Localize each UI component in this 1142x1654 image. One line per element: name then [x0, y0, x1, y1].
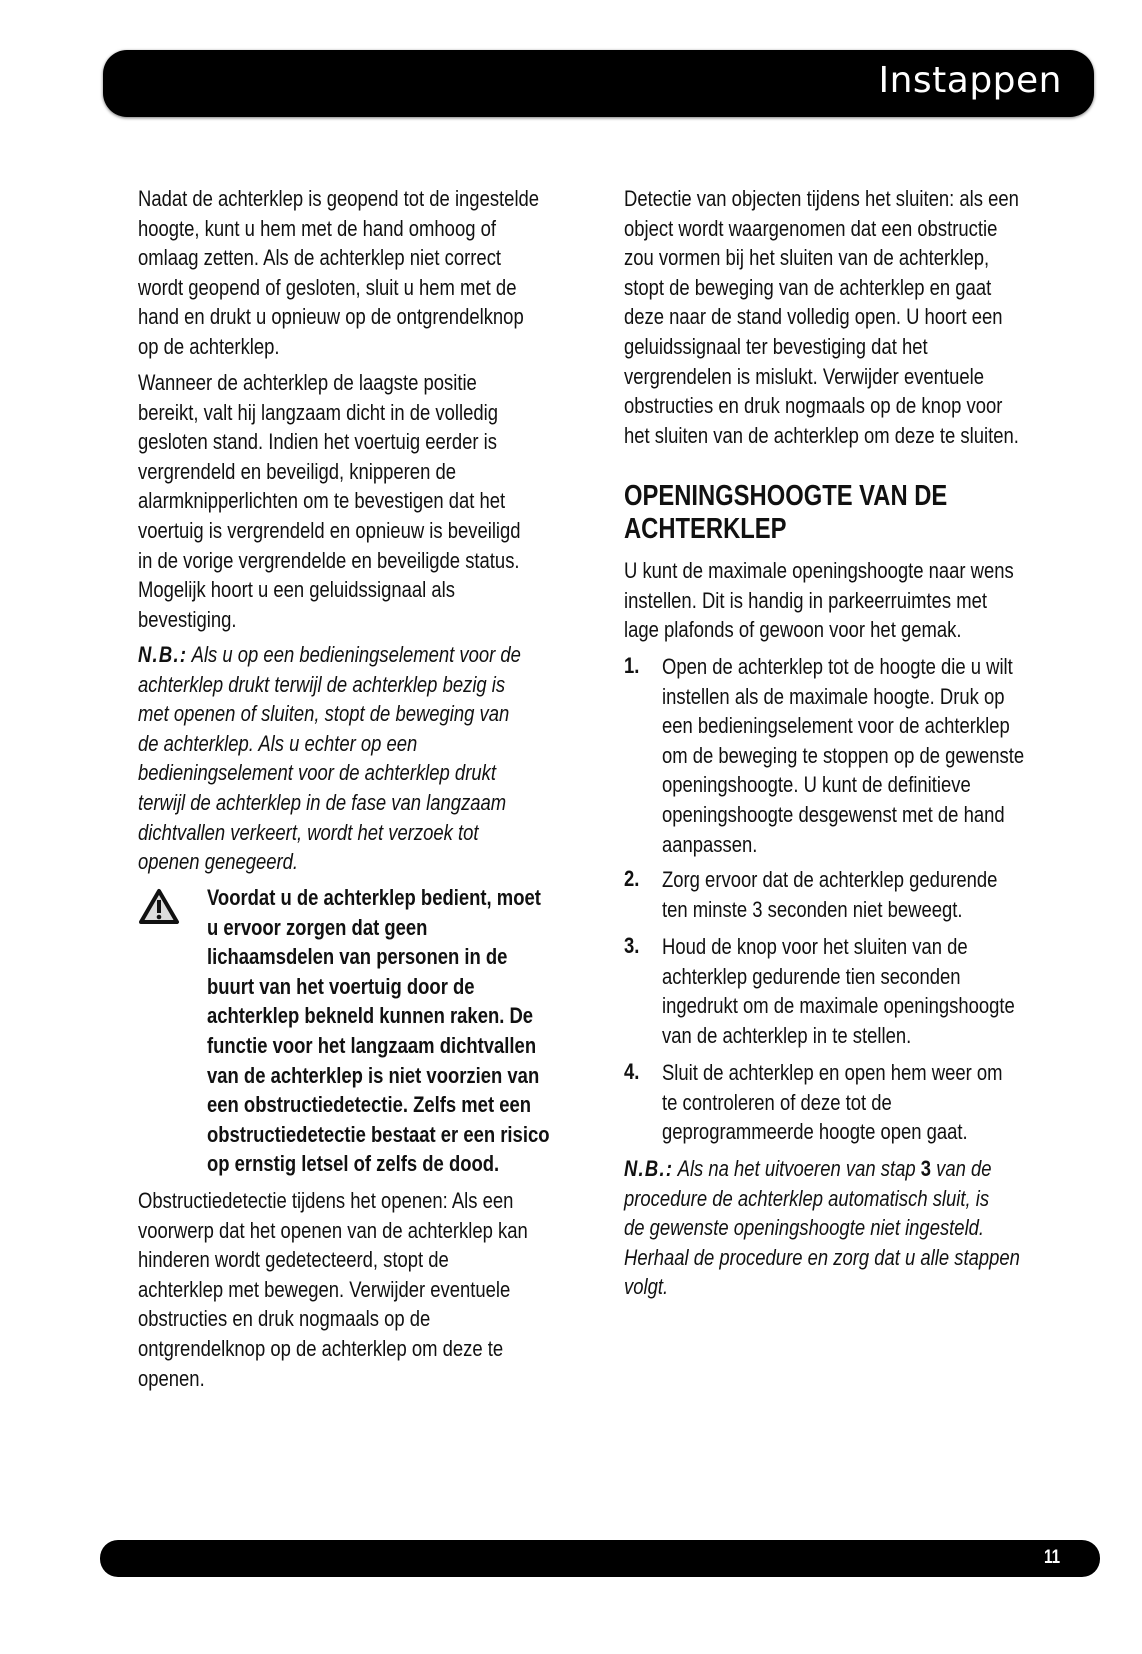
- text-line: hand en drukt u opnieuw op de ontgrendelknop: [138, 304, 524, 330]
- text-line: van de achterklep is niet voorzien van: [207, 1062, 540, 1088]
- text-line: zou vormen bij het sluiten van de achterklep,: [624, 245, 990, 271]
- step-number: 4.: [624, 1059, 640, 1084]
- right-note: [624, 1154, 1020, 1302]
- text-line: bevestiging.: [138, 606, 237, 632]
- text-line: Herhaal de procedure en zorg dat u alle stappen: [624, 1244, 1020, 1270]
- text-line: Voordat u de achterklep bedient, moet: [207, 885, 541, 910]
- footer-bar: [100, 1540, 1100, 1577]
- left-note: [138, 640, 521, 877]
- text-line: een bedieningselement voor de achterklep: [662, 713, 1010, 739]
- warning-icon: [138, 888, 180, 926]
- step-number: 2.: [624, 866, 640, 891]
- text-line: object wordt waargenomen dat een obstructie: [624, 215, 998, 241]
- text-line: alarmknipperlichten om te bevestigen dat het: [138, 488, 506, 514]
- text-line: U kunt de maximale openingshoogte naar wens: [624, 558, 1014, 583]
- right-paragraph-1: [624, 184, 1019, 450]
- step-text: [662, 865, 997, 924]
- text-line: achterklep bekneld kunnen raken. De: [207, 1003, 534, 1029]
- text-line: in de vorige vergrendelde en beveiligde status.: [138, 547, 520, 573]
- text-line: de gewenste openingshoogte niet ingesteld.: [624, 1215, 985, 1241]
- note-text: van de: [930, 1156, 992, 1181]
- text-line: vergrendelen is mislukt. Verwijder eventuele: [624, 363, 984, 389]
- heading-line: ACHTERKLEP: [624, 513, 787, 545]
- text-line: dichtvallen verkeert, wordt het verzoek tot: [138, 819, 479, 845]
- note-line: Als u op een bedieningselement voor de: [187, 642, 521, 667]
- text-line: Obstructiedetectie tijdens het openen: Als een: [138, 1188, 514, 1213]
- right-paragraph-2: [624, 556, 1014, 645]
- text-line: lichaamsdelen van personen in de: [207, 944, 508, 970]
- text-line: bereikt, valt hij langzaam dicht in de volledig: [138, 399, 498, 425]
- text-line: te controleren of deze tot de: [662, 1089, 892, 1115]
- left-paragraph-3: [138, 1186, 528, 1393]
- text-line: instellen als de maximale hoogte. Druk op: [662, 683, 1005, 709]
- text-line: Mogelijk hoort u een geluidssignaal als: [138, 577, 455, 603]
- page-title: Instappen: [878, 60, 1062, 101]
- header-bar: [103, 50, 1094, 117]
- text-line: gesloten stand. Indien het voertuig eerder is: [138, 429, 497, 455]
- text-line: buurt van het voertuig door de: [207, 973, 475, 999]
- text-line: Zorg ervoor dat de achterklep gedurende: [662, 867, 998, 892]
- text-line: obstructies en druk nogmaals op de knop voor: [624, 393, 1003, 419]
- text-line: ontgrendelknop op de achterklep om deze te: [138, 1335, 504, 1361]
- text-line: functie voor het langzaam dichtvallen: [207, 1032, 537, 1058]
- text-line: achterklep met bewegen. Verwijder eventuele: [138, 1276, 511, 1302]
- note-step-ref: 3: [920, 1156, 931, 1181]
- text-line: wordt geopend of gesloten, sluit u hem met de: [138, 274, 517, 300]
- text-line: bedieningselement voor de achterklep drukt: [138, 760, 496, 786]
- text-line: volgt.: [624, 1274, 669, 1300]
- text-line: voertuig is vergrendeld en opnieuw is beveiligd: [138, 517, 521, 543]
- text-line: openingshoogte desgewenst met de hand: [662, 801, 1005, 827]
- text-line: u ervoor zorgen dat geen: [207, 914, 428, 940]
- text-line: aanpassen.: [662, 831, 758, 857]
- page-number: 11: [1043, 1547, 1060, 1568]
- text-line: deze naar de stand volledig open. U hoort een: [624, 304, 1003, 330]
- text-line: van de achterklep in te stellen.: [662, 1022, 912, 1048]
- left-paragraph-1: [138, 184, 539, 362]
- note-text: Als na het uitvoeren van stap: [673, 1156, 921, 1181]
- text-line: omlaag zetten. Als de achterklep niet correct: [138, 245, 502, 271]
- text-line: openingshoogte. U kunt de definitieve: [662, 772, 971, 798]
- step-number: 3.: [624, 933, 640, 958]
- text-line: een obstructiedetectie. Zelfs met een: [207, 1092, 532, 1118]
- text-line: op de achterklep.: [138, 333, 280, 359]
- text-line: instellen. Dit is handig in parkeerruimtes met: [624, 587, 988, 613]
- text-line: achterklep gedurende tien seconden: [662, 963, 961, 989]
- text-line: lage plafonds of gewoon voor het gemak.: [624, 617, 962, 643]
- text-line: Wanneer de achterklep de laagste positie: [138, 370, 477, 395]
- text-line: geprogrammeerde hoogte open gaat.: [662, 1119, 968, 1145]
- text-line: om de beweging te stoppen op de gewenste: [662, 742, 1025, 768]
- text-line: terwijl de achterklep in de fase van langzaam: [138, 789, 507, 815]
- text-line: stopt de beweging van de achterklep en gaat: [624, 274, 992, 300]
- text-line: ten minste 3 seconden niet beweegt.: [662, 896, 963, 922]
- note-label: N.B.:: [624, 1156, 674, 1181]
- step-text: [662, 1058, 1003, 1147]
- left-paragraph-2: [138, 368, 521, 634]
- text-line: met openen of sluiten, stopt de beweging van: [138, 701, 510, 727]
- section-heading: [624, 480, 947, 546]
- text-line: obstructiedetectie bestaat er een risico: [207, 1121, 550, 1147]
- step-text: [662, 932, 1015, 1050]
- text-line: ingedrukt om de maximale openingshoogte: [662, 993, 1015, 1019]
- text-line: obstructies en druk nogmaals op de: [138, 1306, 431, 1332]
- text-line: de achterklep. Als u echter op een: [138, 730, 418, 756]
- text-line: openen genegeerd.: [138, 849, 299, 875]
- text-line: hinderen wordt gedetecteerd, stopt de: [138, 1247, 449, 1273]
- step-text: [662, 652, 1024, 859]
- text-line: geluidssignaal ter bevestiging dat het: [624, 333, 928, 359]
- text-line: Detectie van objecten tijdens het sluiten: als een: [624, 186, 1019, 211]
- text-line: procedure de achterklep automatisch sluit, is: [624, 1185, 990, 1211]
- text-line: Houd de knop voor het sluiten van de: [662, 934, 968, 959]
- text-line: het sluiten van de achterklep om deze te sluiten.: [624, 422, 1019, 448]
- warning-text: [207, 883, 549, 1179]
- note-label: N.B.:: [138, 642, 188, 667]
- text-line: Nadat de achterklep is geopend tot de ingestelde: [138, 186, 540, 211]
- text-line: vergrendeld en beveiligd, knipperen de: [138, 458, 456, 484]
- text-line: hoogte, kunt u hem met de hand omhoog of: [138, 215, 496, 241]
- text-line: Open de achterklep tot de hoogte die u wilt: [662, 654, 1013, 679]
- step-number: 1.: [624, 653, 640, 678]
- text-line: op ernstig letsel of zelfs de dood.: [207, 1151, 500, 1177]
- text-line: voorwerp dat het openen van de achterklep kan: [138, 1217, 528, 1243]
- text-line: Sluit de achterklep en open hem weer om: [662, 1060, 1003, 1085]
- text-line: achterklep drukt terwijl de achterklep bezig is: [138, 671, 506, 697]
- text-line: openen.: [138, 1365, 205, 1391]
- heading-line: OPENINGSHOOGTE VAN DE: [624, 480, 948, 512]
